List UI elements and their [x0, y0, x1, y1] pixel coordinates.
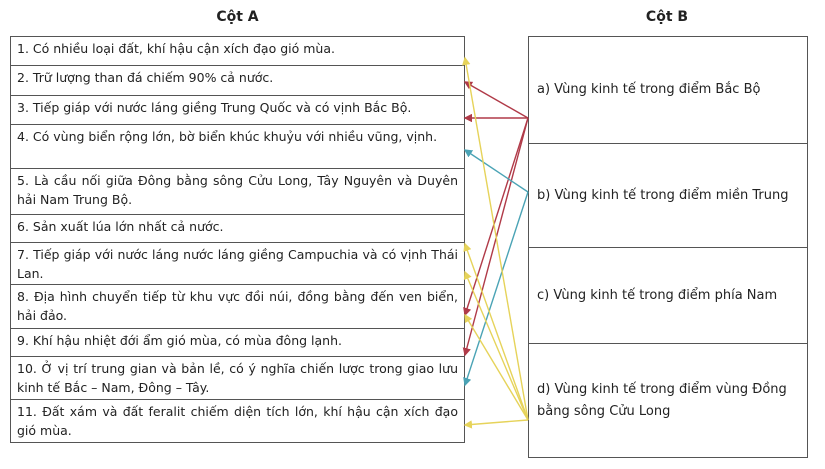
match-line-d-8: [465, 315, 528, 420]
column-b-item-label: a) Vùng kinh tế trong điểm Bắc Bộ: [537, 82, 761, 97]
column-b-item-c: [529, 248, 807, 344]
column-a-item-9: 9. Khí hậu nhiệt đới ẩm gió mùa, có mùa đông lạnh.: [11, 329, 464, 357]
match-line-d-6: [465, 244, 528, 420]
column-a-item-3: 3. Tiếp giáp với nước láng giềng Trung Quốc và có vịnh Bắc Bộ.: [11, 96, 464, 125]
column-b-header: Cột B: [645, 9, 689, 25]
column-b-table: [528, 36, 808, 458]
column-a-item-6: 6. Sản xuất lúa lớn nhất cả nước.: [11, 215, 464, 243]
match-line-b-10: [465, 192, 528, 385]
column-a-item-4: 4. Có vùng biển rộng lớn, bờ biển khúc khuỷu với nhiều vũng, vịnh.: [11, 125, 464, 169]
column-a-item-8: 8. Địa hình chuyển tiếp từ khu vực đồi núi, đồng bằng đến ven biển, hải đảo.: [11, 285, 464, 329]
column-a-table: [10, 36, 465, 443]
match-line-d-7: [465, 272, 528, 420]
column-a-item-5: 5. Là cầu nối giữa Đông bằng sông Cửu Long, Tây Nguyên và Duyên hải Nam Trung Bộ.: [11, 169, 464, 215]
column-b-item-label: b) Vùng kinh tế trong điểm miền Trung: [537, 187, 789, 203]
match-line-a-2: [465, 82, 528, 118]
match-line-a-8: [465, 118, 528, 315]
match-line-a-9: [465, 118, 528, 355]
match-line-b-4: [465, 150, 528, 192]
column-b-item-a: [529, 37, 807, 144]
column-a-header: Cột A: [216, 9, 259, 25]
column-a-item-10: 10. Ở vị trí trung gian và bản lề, có ý nghĩa chiến lược trong giao lưu kinh tế Bắc – Nam, Đông – Tây.: [11, 357, 464, 400]
column-a-item-1: 1. Có nhiều loại đất, khí hậu cận xích đạo gió mùa.: [11, 37, 464, 66]
column-b-item-label: d) Vùng kinh tế trong điểm vùng Đồng bằng sông Cửu Long: [537, 381, 787, 419]
match-line-d-11: [465, 420, 528, 425]
column-a-item-2: 2. Trữ lượng than đá chiếm 90% cả nước.: [11, 66, 464, 96]
column-a-item-11: 11. Đất xám và đất feralit chiếm diện tích lớn, khí hậu cận xích đạo gió mùa.: [17, 404, 458, 438]
column-b-item-d: [529, 344, 807, 457]
match-line-d-1: [465, 58, 528, 420]
column-b-item-label: c) Vùng kinh tế trong điểm phía Nam: [537, 287, 778, 303]
column-a-item-7: 7. Tiếp giáp với nước láng nước láng giềng Campuchia và có vịnh Thái Lan.: [11, 243, 464, 285]
column-b-item-b: [529, 144, 807, 248]
